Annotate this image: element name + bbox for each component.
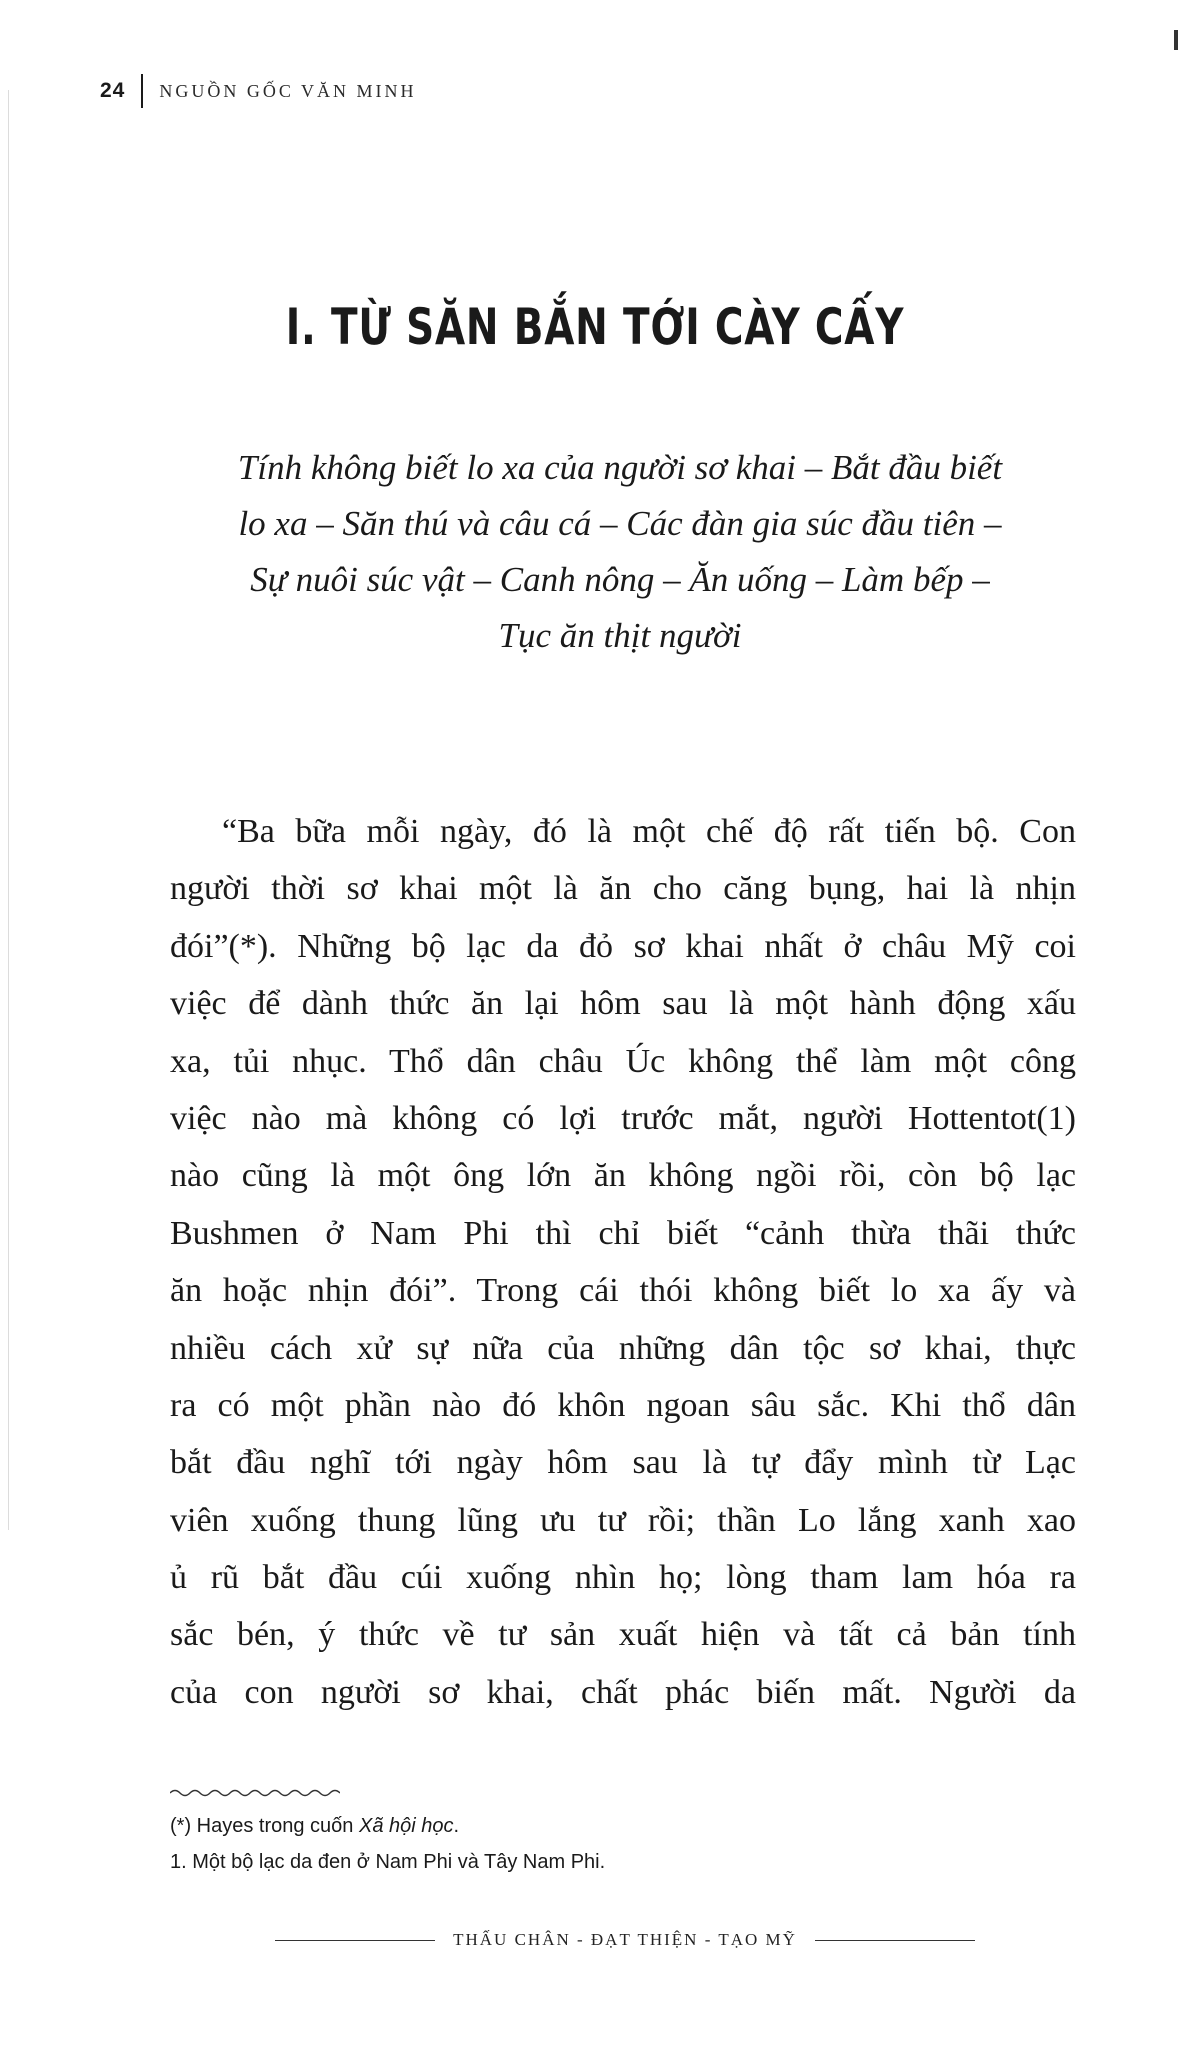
footer-rule-right: [815, 1940, 975, 1941]
body-line: ủ rũ bắt đầu cúi xuống nhìn họ; lòng tham lam hóa ra: [170, 1559, 1076, 1597]
chapter-summary: [150, 440, 1090, 664]
body-line: người thời sơ khai một là ăn cho căng bụng, hai là nhịn: [170, 870, 1076, 908]
body-line: việc để dành thức ăn lại hôm sau là một hành động xấu: [170, 985, 1076, 1023]
body-line: ra có một phần nào đó khôn ngoan sâu sắc. Khi thổ dân: [170, 1386, 1076, 1424]
body-line: nào cũng là một ông lớn ăn không ngồi rồi, còn bộ lạc: [170, 1157, 1076, 1195]
body-paragraph: [170, 803, 1076, 1721]
header-divider: [141, 74, 143, 108]
footer-rule-left: [275, 1940, 435, 1941]
body-line: nhiều cách xử sự nữa của những dân tộc sơ khai, thực: [170, 1329, 1076, 1367]
body-line: việc nào mà không có lợi trước mắt, người Hottentot(1): [170, 1099, 1076, 1137]
body-line: sắc bén, ý thức về tư sản xuất hiện và tất cả bản tính: [170, 1616, 1076, 1654]
footnote-star: [170, 1808, 1070, 1844]
summary-line: Sự nuôi súc vật – Canh nông – Ăn uống – Làm bếp –: [250, 560, 990, 599]
footnote-star-title: Xã hội học: [358, 1815, 454, 1837]
summary-line: Tính không biết lo xa của người sơ khai – Bắt đầu biết: [237, 448, 1003, 487]
body-line: ăn hoặc nhịn đói”. Trong cái thói không biết lo xa ấy và: [170, 1272, 1076, 1310]
page-number: 24: [100, 79, 126, 102]
body-line: Bushmen ở Nam Phi thì chỉ biết “cảnh thừa thãi thức: [170, 1214, 1076, 1252]
body-line: viên xuống thung lũng ưu tư rồi; thần Lo lắng xanh xao: [170, 1501, 1076, 1539]
footnote-star-prefix: (*) Hayes trong cuốn: [170, 1815, 359, 1837]
running-title: NGUỒN GỐC VĂN MINH: [159, 80, 417, 101]
body-line: “Ba bữa mỗi ngày, đó là một chế độ rất tiến bộ. Con: [222, 813, 1076, 850]
page-header: [100, 74, 417, 108]
summary-line: lo xa – Săn thú và câu cá – Các đàn gia súc đầu tiên –: [238, 504, 1002, 543]
body-line: xa, tủi nhục. Thổ dân châu Úc không thể làm một công: [170, 1042, 1076, 1080]
footnotes: [170, 1808, 1070, 1880]
footer-motto: THẤU CHÂN - ĐẠT THIỆN - TẠO MỸ: [453, 1930, 797, 1949]
corner-mark: [1174, 30, 1178, 50]
footnote-star-suffix: .: [453, 1815, 460, 1837]
page-footer: [275, 1930, 975, 1950]
body-line: đói”(*). Những bộ lạc da đỏ sơ khai nhất ở châu Mỹ coi: [170, 927, 1076, 965]
page-edge-line: [8, 90, 9, 1530]
summary-line: Tục ăn thịt người: [498, 616, 742, 655]
footnote-1: 1. Một bộ lạc da đen ở Nam Phi và Tây Nam Phi.: [170, 1851, 606, 1873]
chapter-title: I. TỪ SĂN BẮN TỚI CÀY CẤY: [285, 298, 905, 356]
footnote-separator: [170, 1788, 340, 1798]
body-line: bắt đầu nghĩ tới ngày hôm sau là tự đẩy mình từ Lạc: [170, 1444, 1076, 1482]
body-line: của con người sơ khai, chất phác biến mất. Người da: [170, 1673, 1076, 1711]
